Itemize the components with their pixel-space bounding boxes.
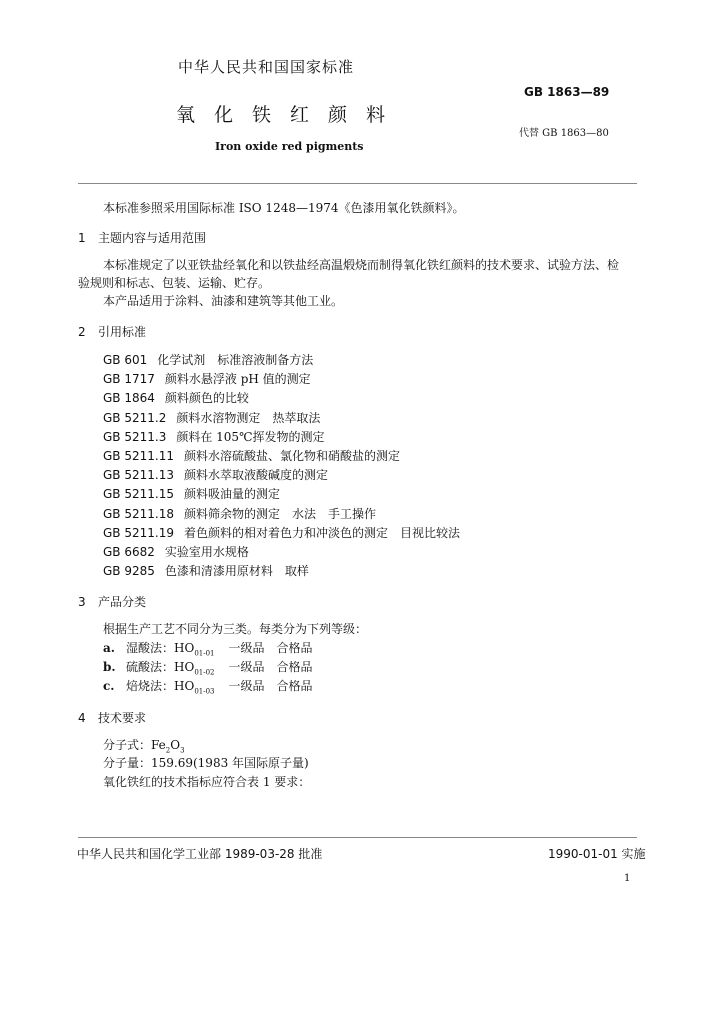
section-number: 3 <box>78 595 86 609</box>
item-label: c. <box>103 679 115 693</box>
reference-list <box>103 351 460 581</box>
reference-item <box>103 370 460 389</box>
reference-item <box>103 389 460 408</box>
formula-label: 分子式： <box>103 738 152 752</box>
formula-fe-subscript: 2 <box>165 746 171 755</box>
classification-item <box>103 677 313 696</box>
standard-title-english: Iron oxide red pigments <box>215 140 364 153</box>
reference-title: 色漆和清漆用原材料 取样 <box>164 564 309 579</box>
reference-code: GB 1864 <box>103 391 155 406</box>
reference-item <box>103 562 460 581</box>
reference-code: GB 5211.18 <box>103 506 174 521</box>
reference-code: GB 5211.13 <box>103 468 174 483</box>
reference-title: 颜料在 105℃挥发物的测定 <box>176 429 325 444</box>
standard-country-title: 中华人民共和国国家标准 <box>178 58 355 76</box>
section-title: 引用标准 <box>98 325 147 339</box>
item-grades: 一级品 合格品 <box>228 641 313 655</box>
reference-item <box>103 543 460 562</box>
section-1-paragraph-line-2: 验规则和标志、包装、运输、贮存。 <box>78 276 271 290</box>
reference-title: 颜料吸油量的测定 <box>183 487 280 502</box>
reference-item <box>103 524 460 543</box>
implementation-date: 1990-01-01 实施 <box>548 847 646 861</box>
reference-item <box>103 466 460 485</box>
reference-title: 着色颜料的相对着色力和冲淡色的测定 目视比较法 <box>183 525 460 540</box>
standard-code: GB 1863—89 <box>524 85 610 99</box>
item-code-subscript: 01-01 <box>194 649 215 658</box>
section-title: 技术要求 <box>98 711 147 725</box>
approval-statement: 中华人民共和国化学工业部 1989-03-28 批准 <box>77 847 323 861</box>
item-code-subscript: 01-02 <box>194 668 215 677</box>
item-code: HO <box>174 660 195 674</box>
item-method: 焙烧法： <box>126 679 175 693</box>
section-1-paragraph-line-1: 本标准规定了以亚铁盐经氧化和以铁盐经高温煅烧而制得氧化铁红颜料的技术要求、试验方法、检 <box>103 258 620 272</box>
reference-code: GB 601 <box>103 353 148 367</box>
classification-item <box>103 658 313 677</box>
item-method: 湿酸法： <box>126 641 175 655</box>
section-1-paragraph-2: 本产品适用于涂料、油漆和建筑等其他工业。 <box>103 294 344 308</box>
intro-paragraph: 本标准参照采用国际标准 ISO 1248—1974《色漆用氧化铁颜料》。 <box>103 201 465 215</box>
item-label: a. <box>103 641 115 655</box>
reference-title: 实验室用水规格 <box>164 544 249 559</box>
header-divider <box>78 183 637 184</box>
reference-code: GB 9285 <box>103 564 155 579</box>
section-title: 产品分类 <box>98 595 147 609</box>
footer-divider <box>78 837 637 838</box>
reference-title: 化学试剂 标准溶液制备方法 <box>157 353 314 367</box>
reference-title: 颜料颜色的比较 <box>164 391 249 406</box>
reference-item <box>103 447 460 466</box>
formula-fe: Fe <box>151 738 166 752</box>
reference-item <box>103 409 460 428</box>
reference-code: GB 5211.3 <box>103 429 167 444</box>
standard-replaces: 代替 GB 1863—80 <box>519 128 609 139</box>
formula-o-subscript: 3 <box>180 746 185 755</box>
requirement-statement: 氧化铁红的技术指标应符合表 1 要求： <box>103 775 311 789</box>
section-number: 2 <box>78 325 86 339</box>
item-code: HO <box>174 679 195 693</box>
reference-title: 颜料水溶物测定 热萃取法 <box>176 410 321 425</box>
reference-item <box>103 505 460 524</box>
item-code: HO <box>174 641 195 655</box>
section-3-heading <box>78 593 146 610</box>
item-label: b. <box>103 660 116 674</box>
reference-title: 颜料水悬浮液 pH 值的测定 <box>164 372 311 387</box>
reference-item <box>103 485 460 504</box>
reference-title: 颜料筛余物的测定 水法 手工操作 <box>183 506 376 521</box>
section-number: 4 <box>78 711 86 725</box>
section-4-heading <box>78 709 146 726</box>
reference-item <box>103 428 460 447</box>
reference-code: GB 6682 <box>103 544 155 559</box>
formula-o: O <box>170 738 181 752</box>
page-number: 1 <box>624 873 631 884</box>
reference-code: GB 5211.15 <box>103 487 174 502</box>
reference-code: GB 1717 <box>103 372 155 387</box>
molecular-weight: 分子量：159.69(1983 年国际原子量) <box>103 756 309 770</box>
reference-code: GB 5211.2 <box>103 410 167 425</box>
reference-code: GB 5211.11 <box>103 448 174 463</box>
section-title: 主题内容与适用范围 <box>98 231 207 245</box>
section-number: 1 <box>78 231 86 245</box>
item-code-subscript: 01-03 <box>194 687 215 696</box>
item-method: 硫酸法： <box>126 660 175 674</box>
section-3-intro: 根据生产工艺不同分为三类。每类分为下列等级： <box>103 622 368 636</box>
section-1-heading <box>78 229 206 246</box>
reference-title: 颜料水溶硫酸盐、氯化物和硝酸盐的测定 <box>183 448 400 463</box>
classification-item <box>103 639 313 658</box>
standard-title-chinese: 氧化铁红颜料 <box>176 104 405 126</box>
classification-list <box>103 639 313 696</box>
section-2-heading <box>78 323 146 340</box>
item-grades: 一级品 合格品 <box>228 660 313 674</box>
item-grades: 一级品 合格品 <box>228 679 313 693</box>
reference-code: GB 5211.19 <box>103 525 174 540</box>
reference-item <box>103 351 460 370</box>
reference-title: 颜料水萃取液酸碱度的测定 <box>183 468 328 483</box>
